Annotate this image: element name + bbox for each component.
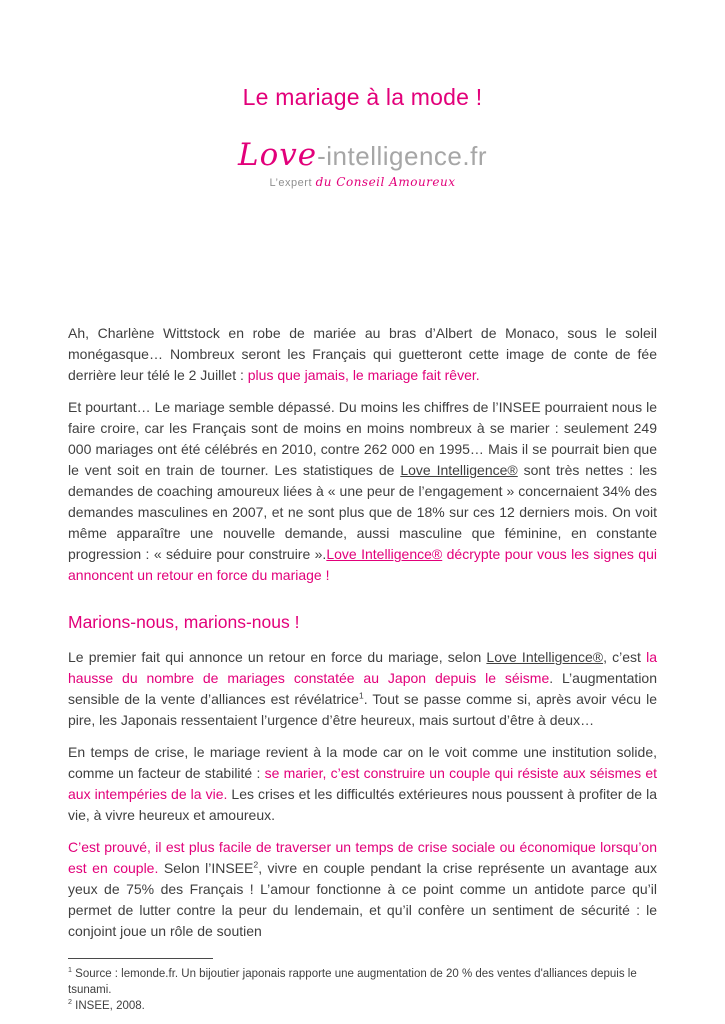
logo-domain-text: -intelligence.fr xyxy=(317,141,487,171)
text-run: Les crises et les difficultés extérieures nous poussent à profiter de la vie, à vivre heureux et amoureux. xyxy=(68,786,657,824)
paragraph-section-1 xyxy=(68,647,657,731)
text-run: sont très nettes : les demandes de coaching amoureux liées à « une peur de l’engagement » concernaient 34% des demandes masculines en 2007, et ne sont plus que de 18% sur ces 12 derniers mois. On voit même apparaître une nouvelle demande, aussi masculine que féminine, en constante progression : « séduire pour construire ». xyxy=(68,462,658,563)
footnote-separator xyxy=(68,958,213,959)
text-run: Ah, Charlène Wittstock en robe de mariée au bras d’Albert de Monaco, sous le soleil monégasque… Nombreux seront les Français qui guetteront cette image de conte de fée derrière leur télé le 2 Juillet : xyxy=(68,325,657,384)
text-run: 1 xyxy=(358,690,364,701)
text-run: , vivre en couple pendant la crise représente un avantage aux yeux de 75% des Français ! L’amour fonctionne à ce point comme un antidote parce qu’il permet de lutter contre la peur du lendemain, et qu’il confère un sentiment de sécurité : le conjoint joue un rôle de soutien xyxy=(68,860,657,940)
paragraph-section-3 xyxy=(68,837,657,942)
footnote-2 xyxy=(68,998,657,1014)
paragraph-intro-1 xyxy=(68,323,657,386)
logo-tagline xyxy=(233,175,493,189)
logo-love-script-text: Love xyxy=(238,137,318,173)
text-run: . L’augmentation sensible de la vente d’alliances est révélatrice xyxy=(68,670,658,708)
text-run: 2 xyxy=(253,859,259,870)
page-title: Le mariage à la mode ! xyxy=(242,84,483,110)
text-run: décrypte pour vous les signes qui annoncent un retour en force du mariage ! xyxy=(68,546,657,584)
text-run: , c’est xyxy=(603,649,647,666)
paragraph-section-2 xyxy=(68,742,657,826)
document-body xyxy=(68,323,657,1014)
logo-tagline-script: du Conseil Amoureux xyxy=(315,175,456,190)
text-run: C’est prouvé, il est plus facile de traverser un temps de crise sociale ou économique lorsqu’on est en couple. xyxy=(68,839,657,877)
text-run: . Tout se passe comme si, après avoir vécu le pire, les Japonais ressentaient l’urgence d’être heureux, mais surtout d’être à deux… xyxy=(68,691,657,729)
paragraph-intro-2 xyxy=(68,397,657,586)
text-run: 1 xyxy=(68,966,72,975)
text-run: la hausse du nombre de mariages constatée au Japon depuis le séisme xyxy=(68,649,657,687)
text-run: se marier, c’est construire un couple qui résiste aux séismes et aux intempéries de la vie. xyxy=(68,765,657,803)
footnotes xyxy=(68,958,657,1014)
text-run: Et pourtant… Le mariage semble dépassé. Du moins les chiffres de l’INSEE pourraient nous le faire croire, car les Français sont de moins en moins nombreux à se marier : seulement 249 000 mariages ont été célébrés en 2010, contre 262 000 en 1995… Mais il se pourrait bien que le vent soit en train de tourner. Les statistiques de xyxy=(68,399,657,479)
text-run: Love Intelligence® xyxy=(486,649,604,666)
text-run: 2 xyxy=(68,998,72,1007)
footnote-1 xyxy=(68,966,657,998)
text-run: En temps de crise, le mariage revient à la mode car on le voit comme une institution solide, comme un facteur de stabilité : xyxy=(68,744,657,782)
text-run: Selon l’INSEE xyxy=(158,860,254,877)
section-heading: Marions-nous, marions-nous ! xyxy=(68,612,300,633)
text-run: Source : lemonde.fr. Un bijoutier japonais rapporte une augmentation de 20 % des ventes d'alliances depuis le tsunami. xyxy=(68,968,637,997)
logo-tagline-prefix: L’expert xyxy=(269,177,316,190)
logo-wordmark xyxy=(233,137,493,174)
text-run: plus que jamais, le mariage fait rêver. xyxy=(247,367,480,384)
text-run: INSEE, 2008. xyxy=(71,1000,145,1013)
text-run: Love Intelligence® xyxy=(400,462,518,479)
text-run: Le premier fait qui annonce un retour en force du mariage, selon xyxy=(68,649,487,666)
text-run: Love Intelligence® xyxy=(326,546,443,563)
love-intelligence-logo xyxy=(233,131,493,193)
